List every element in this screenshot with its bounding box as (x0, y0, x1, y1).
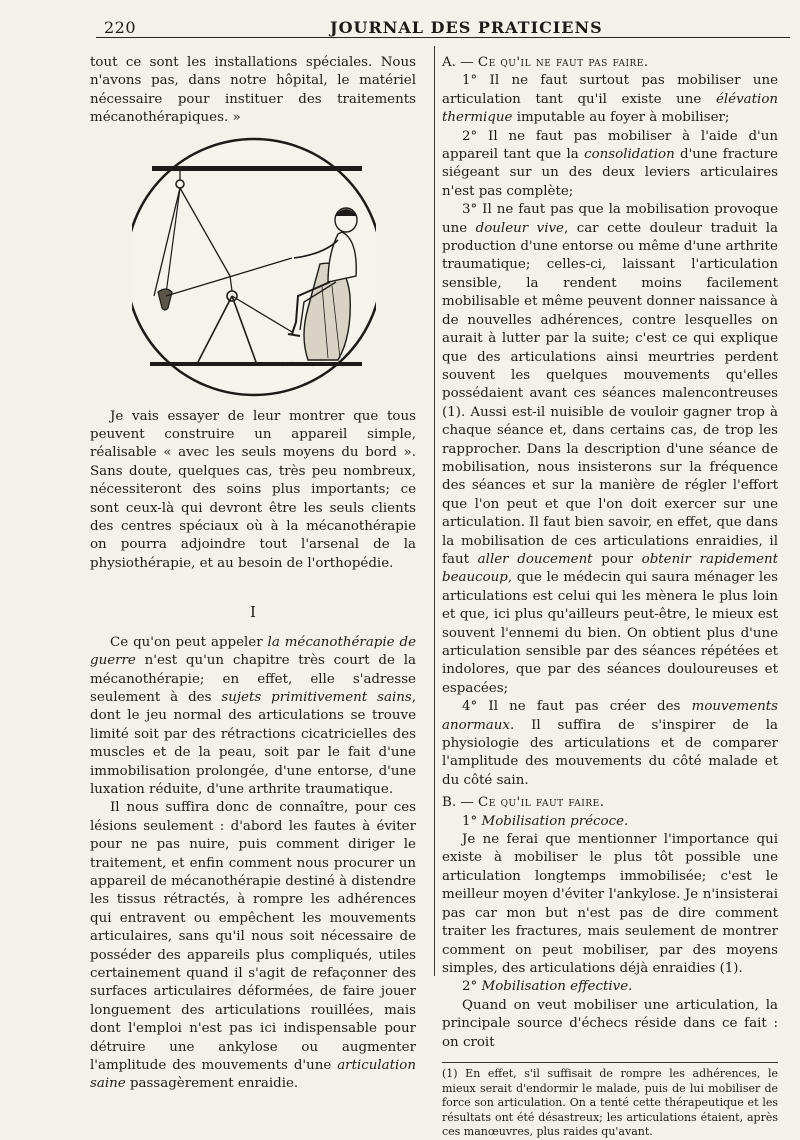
running-title: JOURNAL DES PRATICIENS (330, 18, 603, 37)
section-number: I (250, 603, 256, 622)
paragraph-intro: tout ce sont les installations spéciales. Nous n'avons pas, dans notre hôpital, le matériel nécessaire pour instituer des traitements mécanothérapiques. » (90, 55, 416, 126)
footnote-rule (442, 1062, 778, 1063)
rule-4: 4° Il ne faut pas créer des mouvements anormaux. Il suffira de s'inspirer de la physiologie des articulations et de comparer l'amplitude des mouvements du côté malade et du côté sain. (442, 699, 778, 788)
mechanotherapy-illustration (90, 136, 416, 398)
column-divider (434, 46, 435, 976)
paragraph-early-mobilisation: Je ne ferai que mentionner l'importance qui existe à mobiliser le plus tôt possible une articulation longtemps immobilisée; c'est le meilleur moyen d'éviter l'ankylose. Je n'insisterai pas car mon but n'est pas de dire comment traiter les fractures, mais seulement de montrer comment on peut mobiliser, par des moyens simples, des articulations déjà enraidies (1). (442, 832, 778, 976)
header-rule (96, 37, 790, 38)
rule-3: 3° Il ne faut pas que la mobilisation provoque une douleur vive, car cette douleur traduit la production d'une entorse ou même d'une arthrite traumatique; celles-ci, laissant l'articulation sensible, la rendent moins facilement mobilisable et même peuvent donner naissance à de nouvelles adhérences, contre lesquelles on aurait à lutter par la suite; c'est ce qui explique que des articulations ainsi meurtries perdent souvent les quelques mouvements qu'elles possédaient avant ces séances malencontreuses (1). Aussi est-il nuisible de vouloir gagner trop à chaque séance et, dans certains cas, de trop les rapprocher. Dans la description d'une séance de mobilisation, nous insisterons sur la fréquence des séances et sur la manière de régler l'effort que l'on peut et que l'on doit exercer sur une articulation. Il faut bien savoir, en effet, que dans la mobilisation de ces articulations enraidies, il faut aller doucement pour obtenir rapidement beaucoup, que le médecin qui saura ménager les articulations est celui qui les mènera le plus loin et que, ici plus qu'ailleurs peut-être, le mieux est souvent l'ennemi du bien. On obtient plus d'une articulation sensible par des séances répétées et indolores, que par des séances douloureuses et espacées; (442, 202, 778, 696)
heading-what-not-to-do: A. — Ce qu'il ne faut pas faire. (442, 55, 649, 70)
rule-1: 1° Il ne faut surtout pas mobiliser une articulation tant qu'il existe une élévation thermique imputable au foyer à mobiliser; (442, 73, 778, 126)
paragraph-lesions: Il nous suffira donc de connaître, pour ces lésions seulement : d'abord les fautes à éviter pour ne pas nuire, puis comment diriger le traitement, et enfin comment nous procurer un appareil de mécanothérapie destiné à distendre les tissus rétractés, à rompre les adhérences qui entravent ou empêchent les mouvements articulaires, sans qu'il nous soit nécessaire de posséder des appareils plus compliqués, utiles certainement quand il s'agit de refaçonner des surfaces articulaires déformées, de faire jouer longuement des articulations rouillées, mais dont l'emploi n'est pas ici indispensable pour détruire une ankylose ou augmenter l'amplitude des mouvements d'une articulation saine passagèrement enraidie. (90, 800, 416, 1092)
right-column (442, 54, 778, 1140)
paragraph-simple-apparatus: Je vais essayer de leur montrer que tous peuvent construire un appareil simple, réalisable « avec les seuls moyens du bord ». Sans doute, quelques cas, très peu nombreux, nécessiteront des soins plus importants; ce sont ceux-là qui devront être les seuls clients des centres spéciaux où à la mécanothérapie on pourra adjoindre tout l'arsenal de la physiothérapie, et au besoin de l'orthopédie. (90, 408, 416, 571)
paragraph-effective-mobilisation: Quand on veut mobiliser une articulation, la principale source d'échecs réside dans ce fait : on croit (442, 997, 778, 1050)
rule-2: 2° Il ne faut pas mobiliser à l'aide d'un appareil tant que la consolidation d'une fracture siégeant sur un des deux leviers articulaires n'est pas complète; (442, 128, 778, 199)
subheading-effective-mobilisation: 2° Mobilisation effective. (462, 979, 633, 995)
footnote: (1) En effet, s'il suffisait de rompre les adhérences, le mieux serait d'endormir le malade, puis de lui mobiliser de force son articulation. On a tenté cette thérapeutique et les résultats ont été désastreux; les articulations étaient, après ces manœuvres, plus raides qu'avant. (442, 1066, 778, 1139)
left-column (90, 54, 416, 1094)
subheading-early-mobilisation: 1° Mobilisation précoce. (462, 813, 629, 829)
heading-what-to-do: B. — Ce qu'il faut faire. (442, 795, 605, 811)
page-number: 220 (104, 18, 137, 37)
paragraph-war-mechanotherapy: Ce qu'on peut appeler la mécanothérapie de guerre n'est qu'un chapitre très court de la mécanothérapie; en effet, elle s'adresse seulement à des sujets primitivement sains, dont le jeu normal des articulations se trouve limité soit par des rétractions cicatricielles des muscles et de la peau, soit par le fait d'une immobilisation prolongée, d'une entorse, d'une luxation réduite, d'une arthrite traumatique. (90, 634, 416, 797)
apparatus-engraving (132, 136, 376, 398)
